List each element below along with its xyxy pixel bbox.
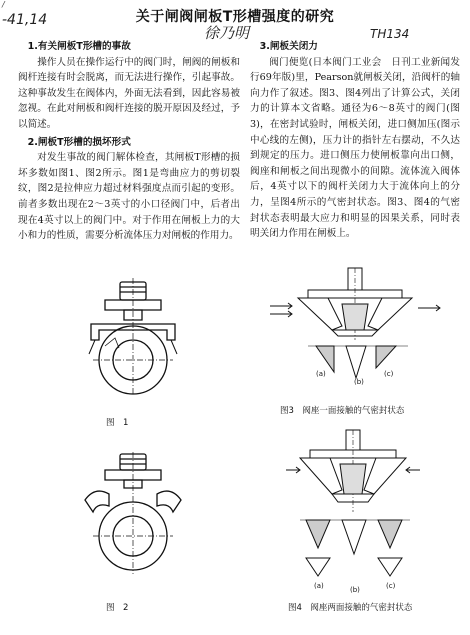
figure4-sub-a: (a): [314, 582, 324, 590]
figure2-drawing: [75, 452, 195, 577]
figure4-sub-b: (b): [350, 586, 360, 594]
figure3-drawing: [268, 268, 458, 393]
section1-body: 操作人员在操作运行中的阀门时，闸阀的闸板和阀杆连接有时会脱离，而无法进行操作，引起事故。这种事故发生在阀体内，外面无法看到，因此容易被忽视。在此对闸板和阀杆连接的脱开原因及经过，予以简述。: [18, 56, 240, 130]
figure4-drawing: [286, 430, 436, 590]
left-column: [18, 37, 240, 244]
page-title: 关于闸阀闸板T形槽强度的研究: [135, 9, 335, 25]
figure4-sub-c: (c): [386, 582, 396, 590]
author-name: 徐乃明: [204, 24, 250, 42]
figure2-caption: 图 2: [106, 603, 129, 613]
classification-code: TH134: [370, 27, 410, 41]
margin-tick: /: [2, 0, 5, 9]
figure3-sub-a: (a): [316, 370, 326, 378]
section3-heading: 3.闸板关闭力: [259, 41, 318, 52]
right-column: [250, 37, 460, 242]
figure3-sub-b: (b): [354, 378, 364, 386]
section3-body: 阀门便览(日本阀门工业会 日刊工业新闻发行69年版)里，Pearson就闸板关闭，沿阀杆的轴向力作了叙述。图3、图4列出了计算公式，关闭力的计算本文省略。通径为6～8英寸的阀门(图3)，在密封试验时，闸板关闭，进口侧加压(图示中心线的左侧)，压力计的指针左右摆动，不久达到规定的压力。进口侧压力使闸板靠向出口侧，阀座和闸板之间出现微小的间隙。流体流入阀体后，4英寸以下的阀杆关闭力大于流体向上的分力，呈图4所示的气密封状态。图3、图4的气密封状态表明最大应力和明显的因果关系，同时表明关闭力作用在闸板上。: [250, 56, 460, 240]
section2-heading: 2.闸板T形槽的损坏形式: [27, 136, 131, 148]
figure3-sub-c: (c): [384, 370, 394, 378]
figure4-caption: 图4 阀座两面接触的气密封状态: [288, 603, 413, 613]
margin-number: -41,14: [2, 12, 48, 28]
figure1-drawing: [75, 278, 195, 398]
figure3-caption: 图3 阀座一面接触的气密封状态: [280, 406, 405, 416]
figure1-caption: 图 1: [106, 418, 129, 428]
section1-heading: 1.有关闸板T形槽的事故: [27, 41, 131, 52]
section2-body: 对发生事故的阀门解体检查，其闸板T形槽的损坏多数如图1、图2所示。图1是弯曲应力的剪切裂纹，图2是拉伸应力超过材料强度点而引起的变形。前者多数出现在2～3英寸的小口径阀门中，后者出现在4英寸以上的阀门中。对于作用在闸板上力的大小和力的性质，需要分析流体压力对闸板的作用力。: [18, 152, 240, 242]
